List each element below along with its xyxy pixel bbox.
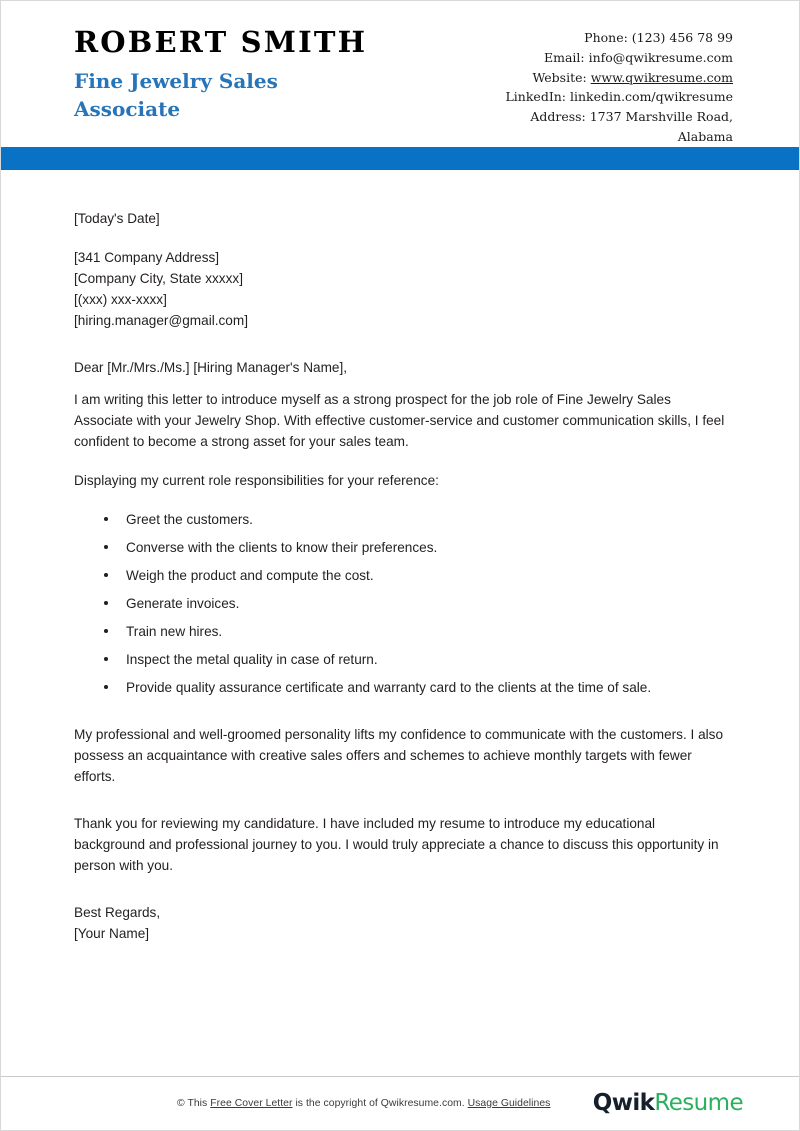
contact-website-link[interactable]: www.qwikresume.com: [590, 69, 733, 85]
list-item-text: Weigh the product and compute the cost.: [126, 568, 374, 583]
letter-header: [1, 1, 799, 147]
copyright-prefix: © This: [177, 1098, 211, 1109]
list-item: [74, 509, 726, 530]
bullet-icon: [104, 573, 108, 577]
contact-phone: Phone: (123) 456 78 99: [584, 30, 733, 45]
contact-website-row: [472, 68, 733, 88]
logo-text-resume: Resume: [654, 1090, 743, 1116]
spacer: [74, 229, 726, 247]
list-item-text: Converse with the clients to know their preferences.: [126, 540, 438, 555]
spacer: [74, 491, 726, 509]
spacer: [74, 876, 726, 902]
recipient-block: [74, 247, 726, 331]
spacer: [74, 787, 726, 813]
bullet-icon: [104, 685, 108, 689]
identity-block: [74, 23, 472, 124]
list-item-text: Inspect the metal quality in case of return.: [126, 652, 378, 667]
page-footer: [1, 1076, 799, 1130]
list-item: [74, 565, 726, 586]
list-item-text: Greet the customers.: [126, 512, 253, 527]
signoff: Best Regards,: [74, 905, 161, 920]
contact-website-label: Website:: [532, 69, 591, 85]
strengths-paragraph: My professional and well-groomed personality lifts my confidence to communicate with the customers. I also possess an acquaintance with creative sales offers and schemes to achieve monthly targets with fewer efforts.: [74, 727, 724, 784]
signature-name: [Your Name]: [74, 926, 150, 941]
accent-bar: [1, 147, 799, 170]
spacer: [74, 452, 726, 470]
list-item-text: Provide quality assurance certificate and warranty card to the clients at the time of sale.: [126, 680, 652, 695]
letter-date: [Today's Date]: [74, 211, 160, 226]
list-item: [74, 593, 726, 614]
logo-text-qwik: Qwik: [592, 1090, 655, 1116]
usage-guidelines-link[interactable]: Usage Guidelines: [467, 1098, 551, 1109]
list-item: [74, 677, 726, 698]
recipient-city-state-zip: [Company City, State xxxxx]: [74, 271, 243, 286]
contact-email: Email: info@qwikresume.com: [543, 49, 733, 65]
salutation: Dear [Mr./Mrs./Ms.] [Hiring Manager's Name],: [74, 360, 348, 375]
contact-block: [472, 23, 733, 147]
list-item-text: Generate invoices.: [126, 596, 240, 611]
spacer: [74, 378, 726, 389]
intro-paragraph: I am writing this letter to introduce myself as a strong prospect for the job role of Fine Jewelry Sales Associate with your Jewelry Shop. With effective customer-service and customer communication skills, I feel confident to become a strong asset for your sales team.: [74, 392, 725, 449]
list-item-text: Train new hires.: [126, 624, 223, 639]
free-cover-letter-link[interactable]: Free Cover Letter: [210, 1098, 293, 1109]
duties-intro: Displaying my current role responsibilities for your reference:: [74, 473, 439, 488]
bullet-icon: [104, 545, 108, 549]
copyright-notice: [177, 1098, 550, 1109]
contact-address: Address: 1737 Marshville Road, Alabama: [530, 109, 733, 144]
bullet-icon: [104, 657, 108, 661]
copyright-middle: is the copyright of Qwikresume.com.: [292, 1098, 468, 1109]
recipient-phone: [(xxx) xxx-xxxx]: [74, 292, 167, 307]
recipient-email: [hiring.manager@gmail.com]: [74, 313, 248, 328]
spacer: [74, 698, 726, 724]
bullet-icon: [104, 517, 108, 521]
spacer: [74, 331, 726, 357]
bullet-icon: [104, 601, 108, 605]
applicant-job-title: Fine Jewelry Sales Associate: [74, 68, 278, 122]
list-item: [74, 649, 726, 670]
closing-paragraph: Thank you for reviewing my candidature. I have included my resume to introduce my educational background and professional journey to you. I would truly appreciate a chance to discuss this opportunity in person with you.: [74, 816, 719, 873]
responsibilities-list: [74, 509, 726, 698]
list-item: [74, 621, 726, 642]
bullet-icon: [104, 629, 108, 633]
list-item: [74, 537, 726, 558]
contact-linkedin: LinkedIn: linkedin.com/qwikresume: [505, 89, 733, 105]
qwikresume-logo[interactable]: [593, 1092, 743, 1115]
recipient-address-line: [341 Company Address]: [74, 250, 220, 265]
letter-body: [1, 170, 799, 944]
applicant-name: ROBERT SMITH: [74, 25, 368, 59]
